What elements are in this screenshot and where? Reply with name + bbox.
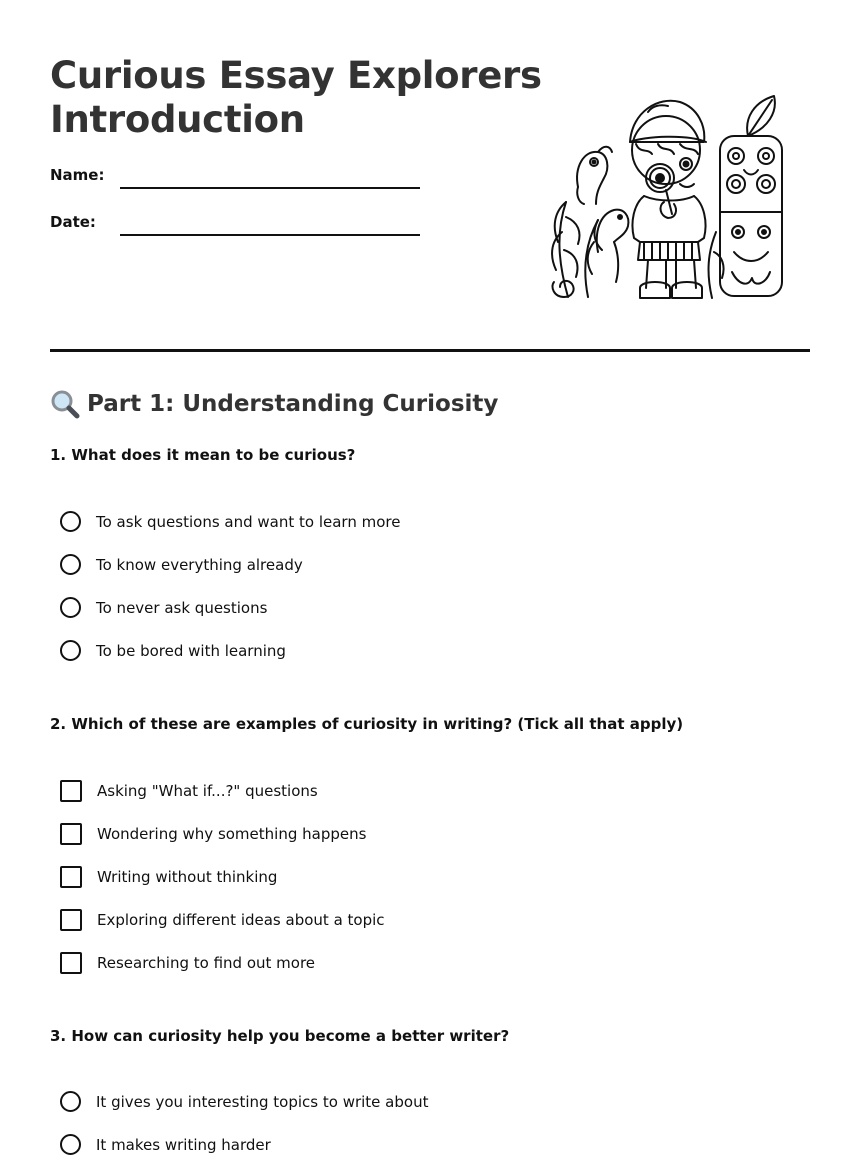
radio-button[interactable] [60,640,81,661]
page-title [50,54,542,142]
radio-button[interactable] [60,554,81,575]
child-explorer-with-magnifying-glass-illustration [548,92,790,306]
q2-option-4[interactable] [60,909,385,931]
option-label: Researching to find out more [97,954,316,972]
name-field[interactable] [120,187,420,189]
option-label: Writing without thinking [97,868,278,886]
checkbox[interactable] [60,780,82,802]
q1-option-4[interactable] [60,640,286,661]
header-divider [50,349,810,352]
date-label: Date: [50,213,96,231]
option-label: To ask questions and want to learn more [96,512,401,531]
option-label: It gives you interesting topics to write about [96,1092,429,1111]
question-3: 3. How can curiosity help you become a better writer? [50,1027,510,1045]
option-label: Exploring different ideas about a topic [97,911,385,929]
checkbox[interactable] [60,823,82,845]
question-2: 2. Which of these are examples of curiosity in writing? (Tick all that apply) [50,715,684,733]
checkbox[interactable] [60,866,82,888]
option-label: To know everything already [96,555,303,574]
date-field[interactable] [120,234,420,236]
title-line-1: Curious Essay Explorers [50,54,542,97]
option-label: Wondering why something happens [97,825,367,843]
radio-button[interactable] [60,1091,81,1112]
q1-option-3[interactable] [60,597,267,618]
checkbox[interactable] [60,909,82,931]
q2-option-2[interactable] [60,823,366,845]
option-label: To be bored with learning [96,641,286,660]
checkbox[interactable] [60,952,82,974]
part1-heading-text: Part 1: Understanding Curiosity [87,391,499,417]
q1-option-1[interactable] [60,511,400,532]
q2-option-3[interactable] [60,866,277,888]
magnifying-glass-icon [50,389,80,419]
part1-heading [50,388,498,420]
q1-option-2[interactable] [60,554,303,575]
q3-option-2[interactable] [60,1134,271,1155]
q2-option-5[interactable] [60,952,315,974]
worksheet-page [50,0,810,1161]
radio-button[interactable] [60,1134,81,1155]
title-line-2: Introduction [50,98,305,141]
name-label: Name: [50,166,105,184]
q3-option-1[interactable] [60,1091,428,1112]
radio-button[interactable] [60,597,81,618]
q2-option-1[interactable] [60,780,318,802]
option-label: It makes writing harder [96,1135,271,1154]
option-label: Asking "What if...?" questions [97,782,318,800]
question-1: 1. What does it mean to be curious? [50,446,356,464]
option-label: To never ask questions [96,598,268,617]
radio-button[interactable] [60,511,81,532]
